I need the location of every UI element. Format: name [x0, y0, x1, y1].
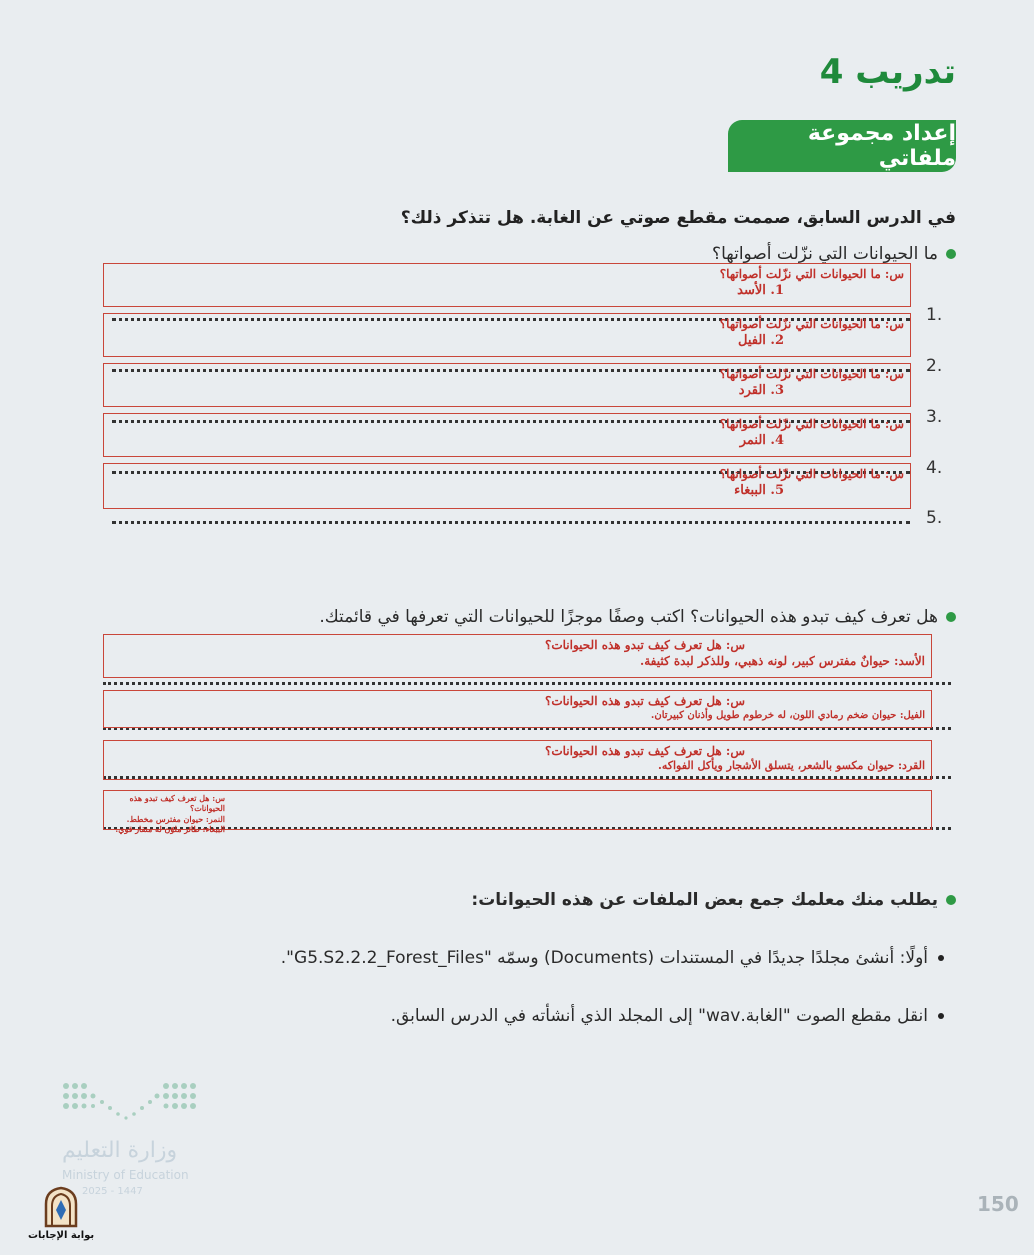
answer-box-2 [103, 313, 911, 357]
question-3-text: يطلب منك معلمك جمع بعض الملفات عن هذه الحيوانات: [471, 890, 938, 910]
answer-text: الفيل: حيوان ضخم رمادي اللون، له خرطوم طويل وأذنان كبيرتان. [650, 710, 925, 722]
answer-question: س: ما الحيوانات التي نزّلت أصواتها؟ [719, 317, 904, 331]
answer-question: س: ما الحيوانات التي نزّلت أصواتها؟ [719, 267, 904, 281]
answer-text: 2. الفيل [737, 333, 784, 349]
answer-text: 4. النمر [739, 433, 784, 449]
green-bullet-icon [946, 612, 956, 622]
description-box-3 [103, 740, 932, 780]
answer-question: س: هل تعرف كيف تبدو هذه الحيوانات؟ [129, 793, 225, 814]
answer-text: القرد: حيوان مكسو بالشعر، يتسلق الأشجار ويأكل الفواكه. [658, 759, 925, 773]
answer-text: النمر: حيوان مفترس مخطط. [126, 813, 225, 824]
answer-text: 5. الببغاء [734, 483, 784, 499]
answer-box-3 [103, 363, 911, 407]
ministry-name-english: Ministry of Education [62, 1168, 189, 1182]
green-bullet-icon [946, 895, 956, 905]
section-banner-label: إعداد مجموعة ملفاتي [807, 121, 956, 171]
answer-question: س: هل تعرف كيف تبدو هذه الحيوانات؟ [544, 638, 745, 652]
bullet-icon [938, 1013, 944, 1019]
ministry-years: 2025 - 1447 [82, 1186, 143, 1197]
answer-question: س: ما الحيوانات التي نزّلت أصواتها؟ [719, 467, 904, 481]
question-1-text: ما الحيوانات التي نزّلت أصواتها؟ [712, 244, 938, 264]
answers-portal-logo-icon [40, 1186, 82, 1228]
answer-text: الأسد: حيوانٌ مفترس كبير، لونه ذهبي، وللذكر لبدة كثيفة. [640, 654, 925, 669]
answer-question: س: هل تعرف كيف تبدو هذه الحيوانات؟ [544, 694, 745, 708]
question-2-text: هل تعرف كيف تبدو هذه الحيوانات؟ اكتب وصفًا موجزًا للحيوانات التي تعرفها في قائمتك. [319, 607, 938, 627]
intro-text: في الدرس السابق، صممت مقطع صوتي عن الغابة. هل تتذكر ذلك؟ [400, 208, 956, 228]
answer-text: 1. الأسد [737, 283, 784, 299]
line-number-3: 3. [926, 407, 943, 427]
question-2 [319, 607, 956, 627]
description-line-1[interactable] [103, 682, 951, 685]
answer-line-5[interactable] [112, 521, 910, 524]
line-number-1: 1. [926, 305, 943, 325]
answer-box-4 [103, 413, 911, 457]
answer-text: 3. القرد [738, 383, 784, 399]
answers-portal-label: بوابة الإجابات [28, 1230, 95, 1241]
page-number: 150 [977, 1192, 1019, 1216]
instruction-item-2 [391, 1006, 944, 1026]
description-box-2 [103, 690, 932, 728]
green-bullet-icon [946, 249, 956, 259]
line-number-2: 2. [926, 356, 943, 376]
answer-question: س: ما الحيوانات التي نزّلت أصواتها؟ [719, 417, 904, 431]
answer-text: الببغاء: طائر ملوّن له منقار قوي. [115, 824, 225, 835]
instruction-text: انقل مقطع الصوت "الغابة.wav" إلى المجلد الذي أنشأته في الدرس السابق. [390, 1006, 928, 1026]
ministry-logo-icon [62, 1080, 197, 1128]
question-1 [712, 244, 956, 264]
bullet-icon [938, 955, 944, 961]
instruction-text: أولًا: أنشئ مجلدًا جديدًا في المستندات (Documents) وسمّه "G5.S2.2.2_Forest_Files". [280, 948, 928, 968]
answer-question: س: هل تعرف كيف تبدو هذه الحيوانات؟ [544, 744, 745, 758]
answer-box-5 [103, 463, 911, 509]
answer-question: س: ما الحيوانات التي نزّلت أصواتها؟ [719, 367, 904, 381]
description-box-4 [103, 790, 932, 835]
line-number-4: 4. [926, 458, 943, 478]
answer-box-1 [103, 263, 911, 307]
line-number-5: 5. [926, 508, 943, 528]
page-title: تدريب 4 [819, 52, 956, 92]
description-box-1 [103, 634, 932, 678]
section-banner [728, 120, 956, 172]
ministry-name-arabic: وزارة التعليم [62, 1138, 178, 1163]
instruction-item-1 [281, 948, 944, 968]
question-3 [471, 890, 956, 910]
